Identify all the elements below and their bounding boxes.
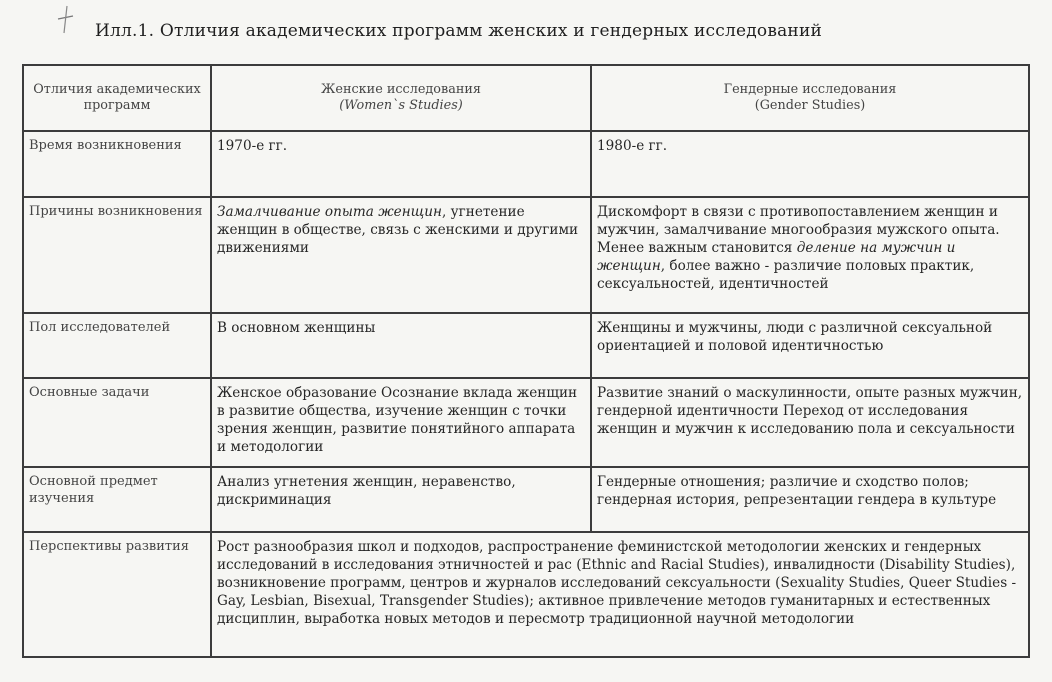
cell-womens-italic: Замалчивание опыта женщин [217, 204, 443, 220]
comparison-table [22, 64, 1030, 658]
header-gender-en: (Gender Studies) [754, 98, 866, 113]
header-womens-studies [211, 65, 591, 131]
row-label: Перспективы развития [23, 532, 211, 657]
header-criteria-label: Отличия академических программ [33, 82, 201, 113]
cell-combined: Рост разнообразия школ и подходов, распространение феминистской методологии женских и гендерных исследований в исследования этничностей и рас (Ethnic and Racial Studies), инвалидности (Disability Studies), возникновение программ, центров и журналов исследований сексуальности (Sexuality Studies, Queer Studies - Gay, Lesbian, Bisexual, Transgender Studies); активное привлечение методов гуманитарных и естественных дисциплин, выработка новых методов и пересмотр традиционной научной методологии [211, 532, 1029, 657]
cell-womens [211, 197, 591, 313]
row-label: Причины возникновения [23, 197, 211, 313]
pencil-cross-mark [56, 4, 74, 34]
cell-womens-rest: , угнетение женщин в обществе, связь с женскими и другими движениями [217, 204, 579, 256]
row-label: Основные задачи [23, 378, 211, 467]
table-row-subject [23, 467, 1029, 532]
header-womens-en: (Women`s Studies) [339, 98, 463, 113]
table-row-researchers [23, 313, 1029, 378]
row-label: Пол исследователей [23, 313, 211, 378]
table-row-tasks [23, 378, 1029, 467]
header-criteria [23, 65, 211, 131]
header-womens-ru: Женские исследования [321, 82, 481, 97]
cell-gender: Развитие знаний о маскулинности, опыте разных мужчин, гендерной идентичности Переход от исследования женщин и мужчин к исследованию пола и сексуальности [591, 378, 1029, 467]
table-row-reasons [23, 197, 1029, 313]
cell-gender-part3: , более важно - различие половых практик, сексуальностей, идентичностей [597, 258, 975, 292]
cell-gender: Гендерные отношения; различие и сходство полов; гендерная история, репрезентации гендера в культуре [591, 467, 1029, 532]
cell-womens: 1970-е гг. [211, 131, 591, 197]
cell-womens: Женское образование Осознание вклада женщин в развитие общества, изучение женщин с точки зрения женщин, развитие понятийного аппарата и методологии [211, 378, 591, 467]
cell-womens: В основном женщины [211, 313, 591, 378]
header-gender-ru: Гендерные исследования [723, 82, 897, 97]
cell-womens: Анализ угнетения женщин, неравенство, дискриминация [211, 467, 591, 532]
table-row-prospects [23, 532, 1029, 657]
row-label: Основной предмет изучения [23, 467, 211, 532]
table-header-row [23, 65, 1029, 131]
cell-gender: Женщины и мужчины, люди с различной сексуальной ориентацией и половой идентичностью [591, 313, 1029, 378]
cell-gender-part1: Дискомфорт в связи с противопоставлением женщин и мужчин, замалчивание многообразия мужского опыта. Менее важным становится [597, 204, 1000, 256]
table-row-time [23, 131, 1029, 197]
row-label: Время возникновения [23, 131, 211, 197]
cell-gender-italic: деление на мужчин и женщин [597, 240, 956, 274]
cell-gender: 1980-е гг. [591, 131, 1029, 197]
cell-gender [591, 197, 1029, 313]
table-title: Илл.1. Отличия академических программ женских и гендерных исследований [95, 21, 823, 41]
header-gender-studies [591, 65, 1029, 131]
